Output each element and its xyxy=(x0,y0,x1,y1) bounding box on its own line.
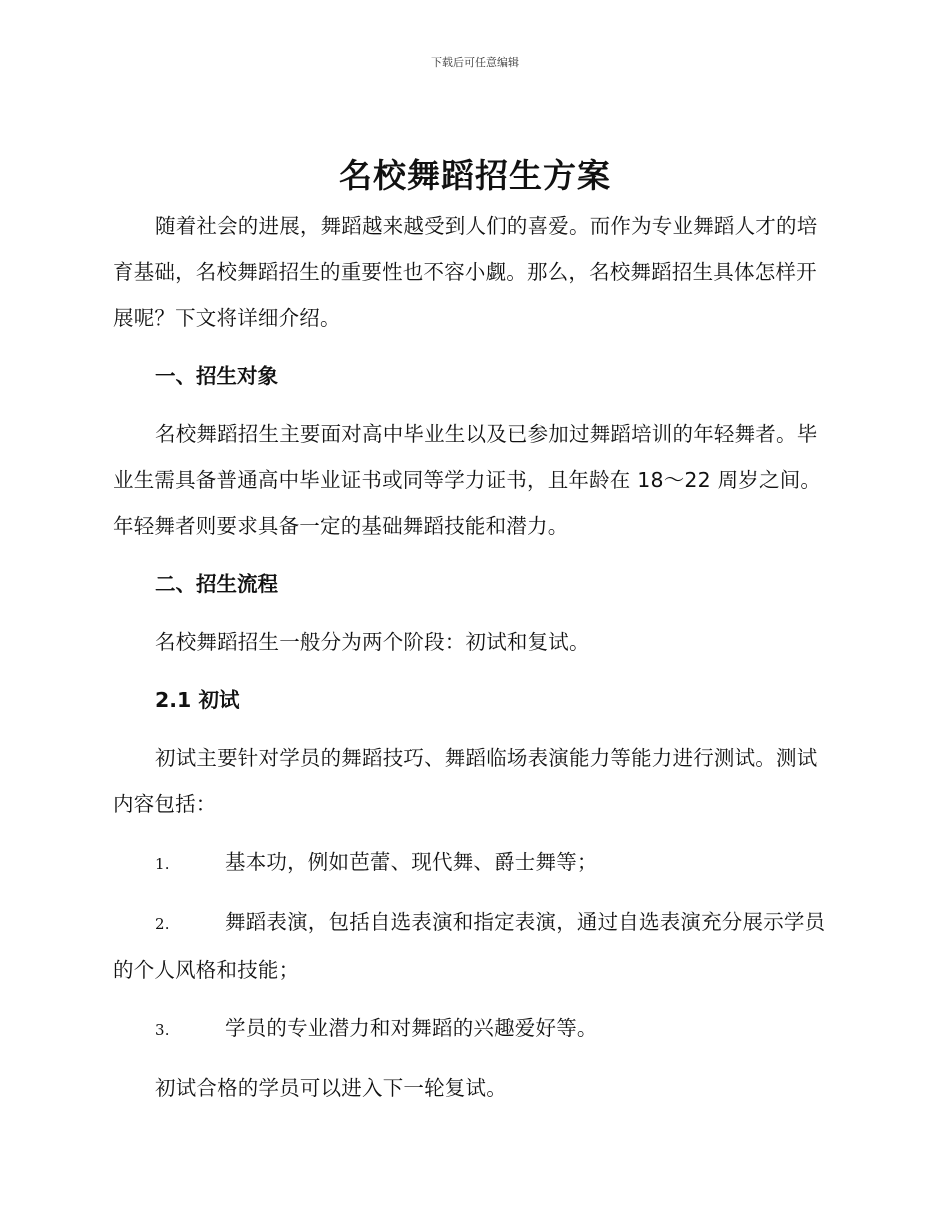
list-item-number: 1. xyxy=(155,855,170,873)
list-item xyxy=(113,839,837,887)
list-item-number: 3. xyxy=(155,1021,170,1039)
list-item xyxy=(113,1005,837,1053)
list-item xyxy=(113,899,837,993)
list-item-number: 2. xyxy=(155,915,170,933)
header-note: 下载后可任意编辑 xyxy=(431,56,519,69)
preliminary-exam-paragraph: 初试主要针对学员的舞蹈技巧、舞蹈临场表演能力等能力进行测试。测试内容包括： xyxy=(113,746,818,816)
section-heading-preliminary-exam: 2.1 初试 xyxy=(155,688,240,712)
section-heading-recruitment-process: 二、招生流程 xyxy=(155,572,278,596)
document-body xyxy=(113,203,837,1111)
intro-paragraph: 随着社会的进展，舞蹈越来越受到人们的喜爱。而作为专业舞蹈人才的培育基础，名校舞蹈招生的重要性也不容小觑。那么，名校舞蹈招生具体怎样开展呢？下文将详细介绍。 xyxy=(113,214,818,330)
preliminary-exam-closing: 初试合格的学员可以进入下一轮复试。 xyxy=(155,1076,507,1100)
list-item-text: 学员的专业潜力和对舞蹈的兴趣爱好等。 xyxy=(225,1016,598,1040)
document-title: 名校舞蹈招生方案 xyxy=(339,156,611,195)
list-item-text: 基本功，例如芭蕾、现代舞、爵士舞等； xyxy=(225,850,598,874)
section-heading-recruitment-target: 一、招生对象 xyxy=(155,364,278,388)
recruitment-process-paragraph: 名校舞蹈招生一般分为两个阶段：初试和复试。 xyxy=(155,630,590,654)
list-item-text: 舞蹈表演，包括自选表演和指定表演，通过自选表演充分展示学员的个人风格和技能； xyxy=(113,910,826,982)
recruitment-target-paragraph: 名校舞蹈招生主要面对高中毕业生以及已参加过舞蹈培训的年轻舞者。毕业生需具备普通高中毕业证书或同等学力证书，且年龄在 18～22 周岁之间。年轻舞者则要求具备一定的基础舞蹈技能和潜力。 xyxy=(113,422,822,538)
